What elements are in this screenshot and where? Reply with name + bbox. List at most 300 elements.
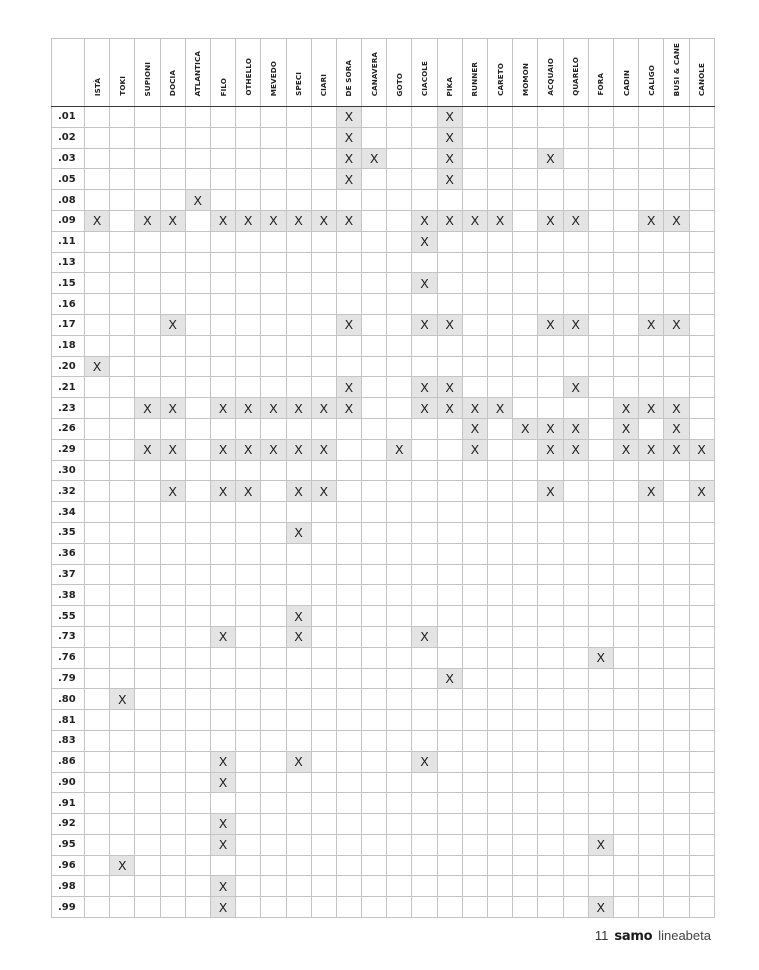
empty-cell [563,460,588,481]
empty-cell [387,751,412,772]
empty-cell [261,418,286,439]
empty-cell [236,730,261,751]
empty-cell [412,356,437,377]
empty-cell [437,772,462,793]
empty-cell [185,294,210,315]
table-row [52,252,715,273]
empty-cell [513,252,538,273]
empty-cell [362,626,387,647]
availability-mark: X [412,751,437,772]
empty-cell [362,439,387,460]
empty-cell [210,564,235,585]
empty-cell [387,314,412,335]
empty-cell [588,481,613,502]
empty-cell [513,814,538,835]
availability-mark: X [462,439,487,460]
empty-cell [689,377,714,398]
empty-cell [236,793,261,814]
empty-cell [664,647,689,668]
table-row [52,710,715,731]
empty-cell [513,834,538,855]
empty-cell [639,814,664,835]
empty-cell [387,606,412,627]
availability-mark: X [538,314,563,335]
empty-cell [588,231,613,252]
empty-cell [488,710,513,731]
empty-cell [236,606,261,627]
empty-cell [286,335,311,356]
empty-cell [588,377,613,398]
availability-mark: X [538,439,563,460]
empty-cell [362,585,387,606]
column-header-label: RUNNER [470,61,480,96]
empty-cell [689,356,714,377]
empty-cell [412,689,437,710]
empty-cell [689,647,714,668]
empty-cell [538,356,563,377]
empty-cell [613,502,638,523]
empty-cell [488,897,513,918]
empty-cell [336,730,361,751]
empty-cell [538,710,563,731]
empty-cell [160,710,185,731]
empty-cell [613,210,638,231]
empty-cell [261,273,286,294]
empty-cell [210,231,235,252]
empty-cell [538,606,563,627]
empty-cell [689,190,714,211]
empty-cell [210,668,235,689]
empty-cell [236,522,261,543]
empty-cell [110,335,135,356]
empty-cell [462,107,487,128]
empty-cell [311,834,336,855]
empty-cell [563,793,588,814]
empty-cell [613,585,638,606]
empty-cell [689,772,714,793]
empty-cell [110,793,135,814]
empty-cell [488,522,513,543]
empty-cell [412,897,437,918]
corner-cell [52,39,85,107]
empty-cell [563,751,588,772]
empty-cell [160,668,185,689]
empty-cell [513,210,538,231]
empty-cell [538,793,563,814]
empty-cell [110,710,135,731]
empty-cell [362,481,387,502]
row-label: .09 [52,210,85,231]
empty-cell [387,127,412,148]
empty-cell [462,855,487,876]
column-header [664,39,689,107]
empty-cell [387,169,412,190]
availability-mark: X [210,834,235,855]
empty-cell [110,814,135,835]
column-header [538,39,563,107]
availability-mark: X [613,418,638,439]
empty-cell [689,418,714,439]
empty-cell [538,522,563,543]
row-label: .02 [52,127,85,148]
empty-cell [488,814,513,835]
empty-cell [286,564,311,585]
empty-cell [261,668,286,689]
empty-cell [563,814,588,835]
empty-cell [664,522,689,543]
empty-cell [563,356,588,377]
empty-cell [336,834,361,855]
empty-cell [387,876,412,897]
empty-cell [85,418,110,439]
empty-cell [236,190,261,211]
empty-cell [639,647,664,668]
availability-mark: X [286,210,311,231]
empty-cell [236,710,261,731]
empty-cell [85,814,110,835]
empty-cell [85,190,110,211]
table-row [52,772,715,793]
empty-cell [160,377,185,398]
availability-mark: X [236,481,261,502]
empty-cell [664,127,689,148]
table-row [52,543,715,564]
empty-cell [336,502,361,523]
availability-mark: X [236,398,261,419]
row-label: .95 [52,834,85,855]
availability-mark: X [664,314,689,335]
empty-cell [513,169,538,190]
empty-cell [185,626,210,647]
empty-cell [689,273,714,294]
table-row [52,460,715,481]
empty-cell [311,772,336,793]
availability-mark: X [462,418,487,439]
availability-mark: X [236,210,261,231]
empty-cell [639,231,664,252]
availability-mark: X [286,606,311,627]
empty-cell [261,314,286,335]
empty-cell [85,460,110,481]
empty-cell [613,855,638,876]
empty-cell [336,751,361,772]
empty-cell [110,148,135,169]
empty-cell [664,377,689,398]
empty-cell [286,543,311,564]
availability-mark: X [210,814,235,835]
empty-cell [462,710,487,731]
empty-cell [437,418,462,439]
empty-cell [412,107,437,128]
empty-cell [387,148,412,169]
table-body [52,107,715,918]
availability-mark: X [437,169,462,190]
empty-cell [412,190,437,211]
row-label: .73 [52,626,85,647]
empty-cell [85,481,110,502]
column-header-label: FORA [596,73,606,96]
empty-cell [563,689,588,710]
empty-cell [462,127,487,148]
empty-cell [185,356,210,377]
availability-mark: X [160,210,185,231]
empty-cell [488,481,513,502]
empty-cell [135,127,160,148]
empty-cell [160,522,185,543]
empty-cell [286,502,311,523]
empty-cell [437,689,462,710]
empty-cell [135,564,160,585]
empty-cell [412,335,437,356]
availability-mark: X [412,626,437,647]
empty-cell [462,793,487,814]
availability-mark: X [639,314,664,335]
empty-cell [135,522,160,543]
empty-cell [488,751,513,772]
empty-cell [613,647,638,668]
empty-cell [160,335,185,356]
availability-mark: X [689,481,714,502]
empty-cell [488,772,513,793]
availability-mark: X [210,751,235,772]
row-label: .08 [52,190,85,211]
empty-cell [286,169,311,190]
empty-cell [362,689,387,710]
empty-cell [286,148,311,169]
empty-cell [311,689,336,710]
empty-cell [563,294,588,315]
empty-cell [311,273,336,294]
table-row [52,668,715,689]
empty-cell [336,814,361,835]
empty-cell [387,210,412,231]
availability-mark: X [563,377,588,398]
empty-cell [362,772,387,793]
availability-mark: X [664,210,689,231]
empty-cell [412,585,437,606]
empty-cell [588,148,613,169]
empty-cell [513,439,538,460]
column-header [412,39,437,107]
empty-cell [110,647,135,668]
column-header [261,39,286,107]
empty-cell [513,460,538,481]
availability-mark: X [286,439,311,460]
availability-mark: X [437,127,462,148]
empty-cell [437,460,462,481]
empty-cell [362,294,387,315]
empty-cell [185,377,210,398]
empty-cell [664,689,689,710]
empty-cell [437,793,462,814]
empty-cell [664,481,689,502]
empty-cell [563,398,588,419]
empty-cell [311,377,336,398]
row-label: .20 [52,356,85,377]
empty-cell [563,647,588,668]
empty-cell [286,814,311,835]
empty-cell [387,626,412,647]
empty-cell [185,522,210,543]
row-label: .36 [52,543,85,564]
empty-cell [387,793,412,814]
empty-cell [437,626,462,647]
empty-cell [689,668,714,689]
empty-cell [513,543,538,564]
empty-cell [110,127,135,148]
empty-cell [588,294,613,315]
empty-cell [538,897,563,918]
empty-cell [110,169,135,190]
availability-mark: X [437,107,462,128]
table-row [52,876,715,897]
empty-cell [185,814,210,835]
empty-cell [437,356,462,377]
empty-cell [538,460,563,481]
empty-cell [462,460,487,481]
empty-cell [689,814,714,835]
empty-cell [412,502,437,523]
table-row [52,335,715,356]
empty-cell [563,834,588,855]
empty-cell [462,481,487,502]
empty-cell [613,107,638,128]
empty-cell [437,814,462,835]
empty-cell [336,585,361,606]
empty-cell [387,543,412,564]
empty-cell [85,231,110,252]
brand-logo: samo [614,929,653,944]
availability-mark: X [210,626,235,647]
availability-mark: X [639,210,664,231]
empty-cell [538,252,563,273]
availability-mark: X [286,522,311,543]
empty-cell [462,585,487,606]
empty-cell [488,439,513,460]
table-row [52,210,715,231]
empty-cell [185,231,210,252]
empty-cell [210,855,235,876]
empty-cell [639,897,664,918]
column-header-label: CADIN [621,70,631,96]
column-header-label: TOKI [117,76,127,96]
empty-cell [689,231,714,252]
table-row [52,502,715,523]
empty-cell [387,730,412,751]
empty-cell [286,834,311,855]
availability-mark: X [563,418,588,439]
row-label: .37 [52,564,85,585]
empty-cell [412,876,437,897]
empty-cell [664,814,689,835]
empty-cell [236,148,261,169]
empty-cell [261,294,286,315]
empty-cell [336,481,361,502]
empty-cell [513,314,538,335]
empty-cell [336,356,361,377]
empty-cell [387,772,412,793]
empty-cell [563,855,588,876]
empty-cell [613,231,638,252]
empty-cell [261,876,286,897]
table-row [52,564,715,585]
empty-cell [185,710,210,731]
empty-cell [513,148,538,169]
empty-cell [664,356,689,377]
empty-cell [488,834,513,855]
empty-cell [588,460,613,481]
empty-cell [488,876,513,897]
empty-cell [336,190,361,211]
empty-cell [538,647,563,668]
availability-mark: X [412,231,437,252]
empty-cell [563,564,588,585]
empty-cell [160,647,185,668]
table-row [52,294,715,315]
empty-cell [387,814,412,835]
empty-cell [563,169,588,190]
empty-cell [210,252,235,273]
page-footer [595,928,711,944]
empty-cell [639,543,664,564]
empty-cell [387,502,412,523]
empty-cell [462,190,487,211]
empty-cell [185,481,210,502]
empty-cell [135,647,160,668]
empty-cell [563,585,588,606]
empty-cell [362,231,387,252]
column-header [85,39,110,107]
empty-cell [185,606,210,627]
row-label: .96 [52,855,85,876]
empty-cell [412,710,437,731]
empty-cell [387,668,412,689]
empty-cell [261,522,286,543]
row-label: .81 [52,710,85,731]
column-header [110,39,135,107]
availability-mark: X [563,314,588,335]
empty-cell [437,855,462,876]
empty-cell [85,273,110,294]
availability-mark: X [286,751,311,772]
column-header-label: QUARELO [571,57,581,96]
column-header-label: BUSI & CANE [671,42,681,96]
availability-mark: X [462,398,487,419]
empty-cell [185,668,210,689]
empty-cell [488,231,513,252]
availability-mark: X [563,210,588,231]
empty-cell [613,190,638,211]
availability-mark: X [412,210,437,231]
empty-cell [639,148,664,169]
empty-cell [286,252,311,273]
empty-cell [588,439,613,460]
availability-mark: X [412,273,437,294]
empty-cell [85,855,110,876]
empty-cell [538,294,563,315]
empty-cell [588,668,613,689]
empty-cell [488,356,513,377]
availability-mark: X [437,314,462,335]
empty-cell [135,314,160,335]
empty-cell [236,502,261,523]
table-row [52,418,715,439]
empty-cell [513,772,538,793]
availability-mark: X [563,439,588,460]
column-header-label: SPECI [294,72,304,96]
availability-mark: X [160,481,185,502]
empty-cell [160,460,185,481]
